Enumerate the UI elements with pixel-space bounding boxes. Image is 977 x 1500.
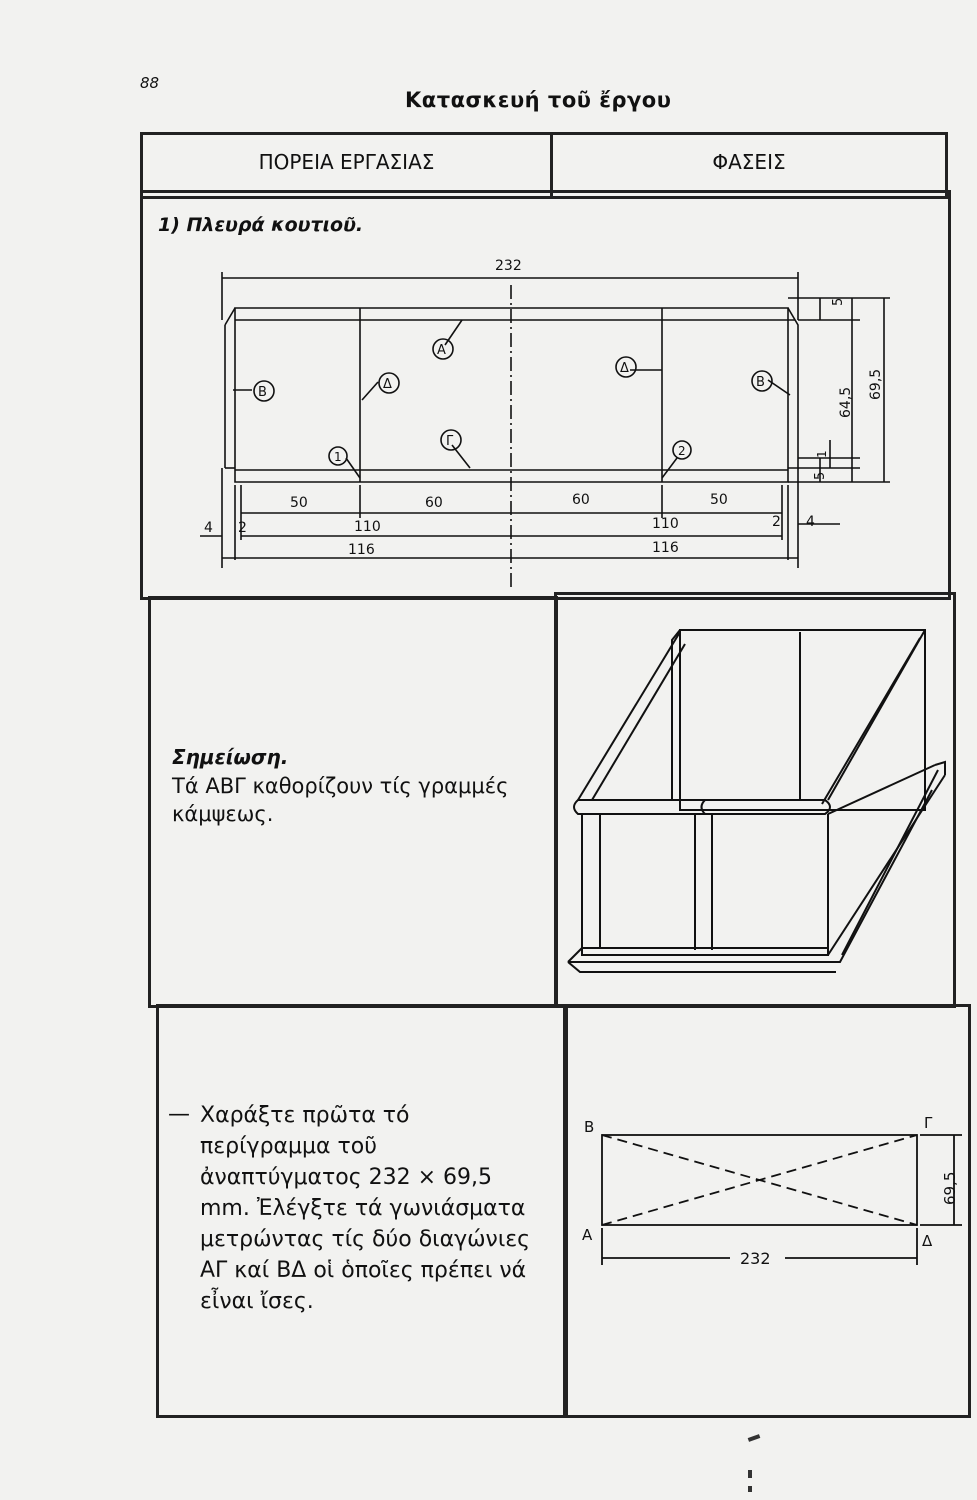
note-title: Σημείωση. bbox=[172, 745, 289, 769]
running-head: Κατασκευή τοῦ ἔργου bbox=[405, 88, 672, 112]
box-side-drawing bbox=[0, 0, 977, 620]
column-header-phases: ΦΑΣΕΙΣ bbox=[712, 150, 786, 174]
ink-mark bbox=[748, 1434, 761, 1442]
layout-height: 69,5 bbox=[941, 1171, 959, 1205]
dim-height-top-5: 5 bbox=[831, 297, 846, 306]
dim-height-64-5: 64,5 bbox=[838, 386, 854, 418]
dim-half-inner-right: 110 bbox=[652, 516, 679, 532]
label-B-right: B bbox=[756, 375, 765, 390]
column-header-procedure: ΠΟΡΕΙΑ ΕΡΓΑΣΙΑΣ bbox=[258, 150, 435, 174]
dim-half-outer-right: 116 bbox=[652, 540, 679, 556]
layout-width: 232 bbox=[740, 1249, 771, 1268]
dim-half-outer-left: 116 bbox=[348, 542, 375, 558]
label-G: Γ bbox=[446, 434, 454, 449]
layout-label-G: Γ bbox=[924, 1114, 933, 1132]
dim-seg-1: 50 bbox=[290, 495, 308, 511]
layout-label-B: B bbox=[584, 1118, 595, 1136]
dim-gap-1: 1 bbox=[815, 450, 829, 458]
note-text: Τά ΑΒΓ καθορίζουν τίς γραμμές κάμψεως. bbox=[172, 774, 509, 826]
dim-half-inner-left: 110 bbox=[354, 519, 381, 535]
dim-edge-right-4: 4 bbox=[806, 514, 815, 530]
label-B-left: B bbox=[258, 385, 267, 400]
label-D-left: Δ bbox=[383, 377, 392, 392]
instruction-text: Χαράξτε πρῶτα τό περίγραμμα τοῦ ἀναπτύγματος 232 × 69,5 mm. Ἐλέγξτε τά γωνιάσματα μετρώντας τίς δύο διαγώνιες ΑΓ καί ΒΔ οἱ ὁποῖες πρέπει νά εἶναι ἴσες. bbox=[200, 1103, 531, 1314]
label-D-right: Δ bbox=[620, 361, 629, 376]
marker-2: 2 bbox=[678, 444, 686, 458]
dim-seg-2: 60 bbox=[425, 495, 443, 511]
dim-overall-width: 232 bbox=[495, 258, 522, 274]
dim-height-bottom-5: 5 bbox=[813, 471, 828, 480]
layout-rectangle-drawing bbox=[570, 1110, 970, 1280]
dim-edge-left-4: 4 bbox=[204, 520, 213, 536]
layout-label-D: Δ bbox=[922, 1232, 933, 1250]
section-title: 1) Πλευρά κουτιοῦ. bbox=[158, 214, 364, 236]
box-isometric-illustration bbox=[560, 600, 955, 1000]
dim-edge-right-2: 2 bbox=[772, 514, 781, 530]
page-number: 88 bbox=[140, 74, 160, 92]
ink-mark bbox=[748, 1486, 752, 1492]
label-A: A bbox=[437, 343, 446, 358]
dim-seg-4: 50 bbox=[710, 492, 728, 508]
dim-height-69-5: 69,5 bbox=[868, 368, 884, 400]
dim-edge-left-2: 2 bbox=[238, 520, 247, 536]
instruction-dash: — bbox=[168, 1102, 190, 1127]
dim-seg-3: 60 bbox=[572, 492, 590, 508]
ink-mark bbox=[748, 1470, 752, 1478]
layout-label-A: Α bbox=[582, 1226, 593, 1244]
marker-1: 1 bbox=[334, 450, 342, 464]
